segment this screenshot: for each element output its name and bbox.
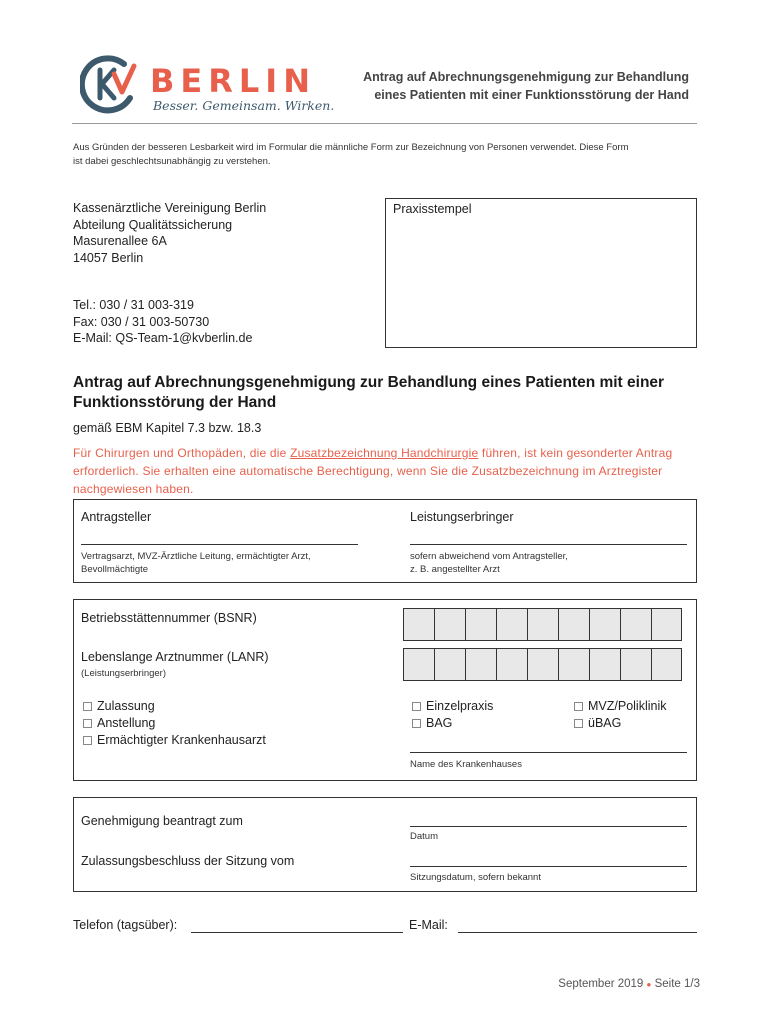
decision-date-field[interactable]: [410, 866, 687, 867]
bsnr-cell[interactable]: [589, 608, 621, 641]
form-title-line2: Funktionsstörung der Hand: [73, 394, 277, 411]
hospital-name-hint: Name des Krankenhauses: [410, 759, 522, 770]
address-city: 14057 Berlin: [73, 250, 144, 265]
logo-tagline: Besser. Gemeinsam. Wirken.: [153, 98, 335, 113]
checkbox-icon[interactable]: [83, 702, 92, 711]
option-anstellung[interactable]: [83, 715, 266, 732]
email-field[interactable]: [458, 932, 697, 933]
requested-date-label: Genehmigung beantragt zum: [81, 814, 243, 828]
header-title: [309, 68, 689, 104]
requested-date-hint: Datum: [410, 831, 438, 842]
requested-date-field[interactable]: [410, 826, 687, 827]
intro-note-line1: Aus Gründen der besseren Lesbarkeit wird im Formular die männliche Form zur Bezeichnung von Personen verwendet. Diese Form: [73, 142, 629, 153]
practice-type-options: [412, 698, 493, 732]
kv-logo: [80, 54, 140, 114]
option-bag[interactable]: [412, 715, 493, 732]
bsnr-cells[interactable]: [403, 608, 680, 641]
option-label: Zulassung: [97, 699, 155, 713]
address-org: Kassenärztliche Vereinigung Berlin: [73, 201, 267, 215]
lanr-cell[interactable]: [589, 648, 621, 681]
decision-date-label: Zulassungsbeschluss der Sitzung vom: [81, 854, 295, 868]
practice-type-options-right: [574, 698, 667, 732]
option-label: MVZ/Poliklinik: [588, 699, 667, 713]
option-label: BAG: [426, 716, 453, 730]
address-tel: Tel.: 030 / 31 003-319: [73, 298, 194, 312]
lanr-hint: (Leistungserbringer): [81, 668, 167, 679]
applicant-hint: [81, 550, 311, 576]
address-street: Masurenallee 6A: [73, 234, 167, 248]
checkbox-icon[interactable]: [83, 719, 92, 728]
notice-link[interactable]: Zusatzbezeichnung Handchirurgie: [290, 446, 479, 460]
lanr-label: Lebenslange Arztnummer (LANR): [81, 650, 269, 664]
option-uebag[interactable]: [574, 715, 667, 732]
dates-section: [73, 797, 697, 892]
lanr-cell[interactable]: [434, 648, 466, 681]
bsnr-cell[interactable]: [465, 608, 497, 641]
notice-post: führen, ist kein gesonderter Antrag: [478, 446, 673, 460]
checkbox-icon[interactable]: [574, 702, 583, 711]
decision-date-hint: Sitzungsdatum, sofern bekannt: [410, 872, 541, 883]
contact-block: [73, 297, 373, 347]
applicant-field[interactable]: [81, 544, 358, 545]
footer-bullet-icon: ●: [646, 980, 652, 989]
header-divider: [72, 123, 697, 124]
form-title-line1: Antrag auf Abrechnungsgenehmigung zur Behandlung eines Patienten mit einer: [73, 374, 665, 391]
bsnr-cell[interactable]: [558, 608, 590, 641]
email-label: E-Mail:: [409, 918, 448, 932]
page-footer: [558, 978, 700, 990]
footer-date: September 2019: [558, 978, 644, 990]
intro-note-line2: ist dabei geschlechtsunabhängig zu verstehen.: [73, 156, 271, 167]
option-zulassung[interactable]: [83, 698, 266, 715]
lanr-cell[interactable]: [620, 648, 652, 681]
applicant-hint-line2: Bevollmächtigte: [81, 564, 149, 575]
hospital-name-field[interactable]: [410, 752, 687, 753]
checkbox-icon[interactable]: [574, 719, 583, 728]
kv-logo-icon: [80, 54, 140, 114]
provider-hint-line1: sofern abweichend vom Antragsteller,: [410, 551, 568, 562]
notice-line2: erforderlich. Sie erhalten eine automatische Berechtigung, wenn Sie die Zusatzbezeichnung im Arztregister: [73, 464, 663, 478]
address-block: [73, 200, 373, 266]
intro-note: [73, 141, 698, 169]
bsnr-cell[interactable]: [496, 608, 528, 641]
stamp-box[interactable]: [385, 198, 697, 348]
lanr-cell[interactable]: [558, 648, 590, 681]
checkbox-icon[interactable]: [412, 702, 421, 711]
bsnr-cell[interactable]: [527, 608, 559, 641]
phone-field[interactable]: [191, 932, 403, 933]
practice-section: [73, 599, 697, 781]
notice-line3: nachgewiesen haben.: [73, 482, 194, 496]
lanr-cell[interactable]: [527, 648, 559, 681]
bsnr-cell[interactable]: [651, 608, 682, 641]
address-dept: Abteilung Qualitätssicherung: [73, 217, 233, 232]
lanr-cell[interactable]: [496, 648, 528, 681]
footer-page-number: Seite 1/3: [654, 978, 700, 990]
lanr-cells[interactable]: [403, 648, 680, 681]
bsnr-cell[interactable]: [403, 608, 435, 641]
option-label: Ermächtigter Krankenhausarzt: [97, 733, 266, 747]
form-title: [73, 373, 703, 413]
provider-field[interactable]: [410, 544, 687, 545]
phone-label: Telefon (tagsüber):: [73, 918, 178, 932]
option-label: Anstellung: [97, 716, 156, 730]
status-options: [83, 698, 266, 749]
address-email: E-Mail: QS-Team-1@kvberlin.de: [73, 331, 253, 345]
bsnr-cell[interactable]: [620, 608, 652, 641]
option-mvz-poliklinik[interactable]: [574, 698, 667, 715]
provider-hint-line2: z. B. angestellter Arzt: [410, 564, 500, 575]
lanr-cell[interactable]: [465, 648, 497, 681]
option-einzelpraxis[interactable]: [412, 698, 493, 715]
applicant-section: [73, 499, 697, 583]
bsnr-label: Betriebsstättennummer (BSNR): [81, 611, 257, 625]
option-ermaechtigter-krankenhausarzt[interactable]: [83, 732, 266, 749]
provider-hint: [410, 550, 568, 576]
form-subtitle: gemäß EBM Kapitel 7.3 bzw. 18.3: [73, 421, 262, 435]
option-label: üBAG: [588, 716, 622, 730]
option-label: Einzelpraxis: [426, 699, 494, 713]
bsnr-cell[interactable]: [434, 608, 466, 641]
lanr-cell[interactable]: [651, 648, 682, 681]
notice-pre: Für Chirurgen und Orthopäden, die die: [73, 446, 291, 460]
header-title-line2: eines Patienten mit einer Funktionsstörung der Hand: [374, 88, 689, 102]
notice-text: [73, 444, 703, 498]
address-fax: Fax: 030 / 31 003-50730: [73, 314, 210, 329]
provider-label: Leistungserbringer: [410, 510, 514, 524]
checkbox-icon[interactable]: [412, 719, 421, 728]
stamp-label: Praxisstempel: [393, 202, 472, 216]
lanr-cell[interactable]: [403, 648, 435, 681]
applicant-label: Antragsteller: [81, 510, 152, 524]
applicant-hint-line1: Vertragsarzt, MVZ-Ärztliche Leitung, ermächtigter Arzt,: [81, 551, 311, 562]
header-title-line1: Antrag auf Abrechnungsgenehmigung zur Behandlung: [363, 70, 689, 84]
checkbox-icon[interactable]: [83, 736, 92, 745]
logo-wordmark: BERLIN: [150, 62, 316, 100]
